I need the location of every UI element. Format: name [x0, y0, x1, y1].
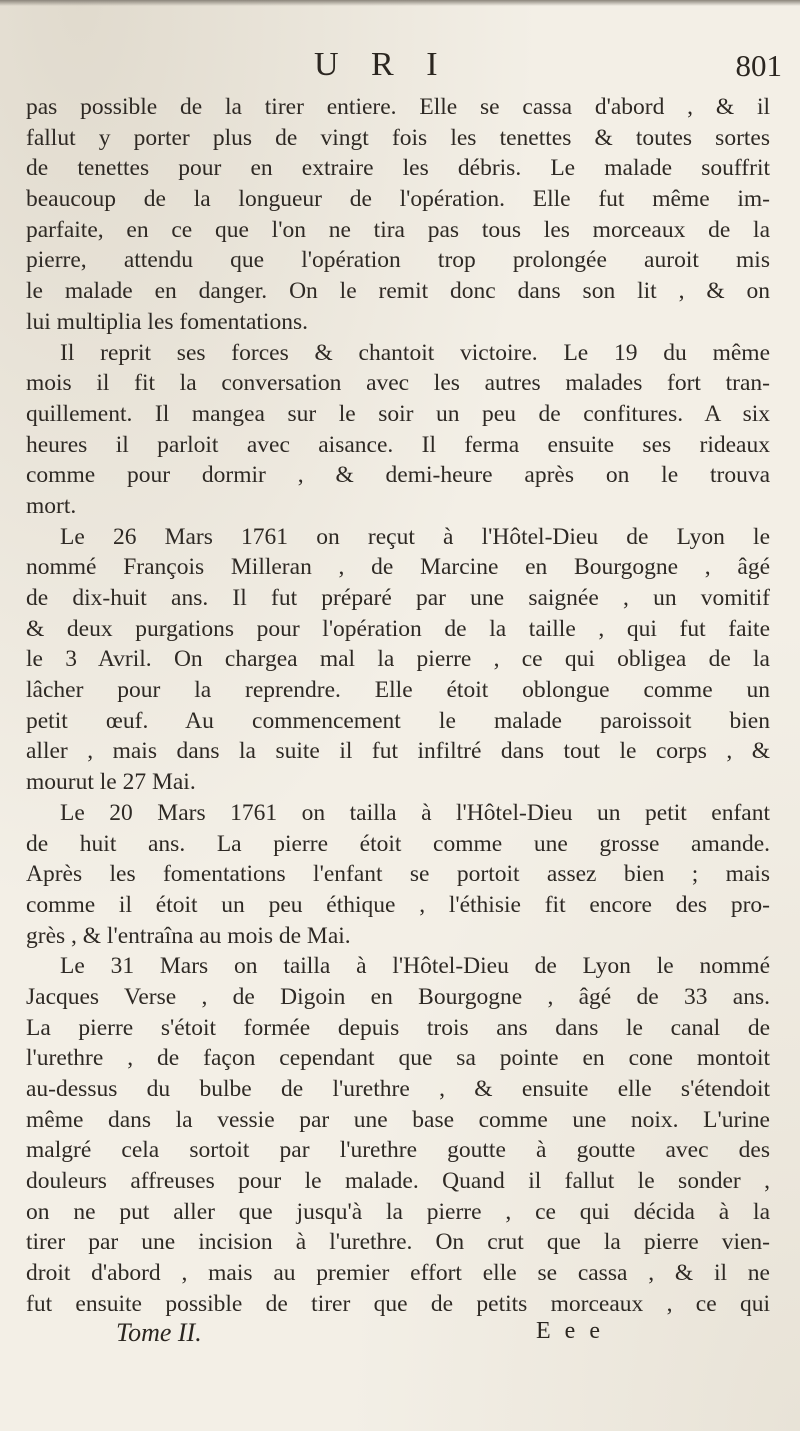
text-line: malgré cela sortoit par l'urethre goutte à goutte avec des [26, 1137, 770, 1164]
text-line: petit œuf. Au commencement le malade paroissoit bien [26, 707, 770, 734]
text-line: parfaite, en ce que l'on ne tira pas tous les morceaux de la [26, 216, 770, 243]
text-line: quillement. Il mangea sur le soir un peu de confitures. A six [26, 400, 770, 427]
text-line: grès , & l'entraîna au mois de Mai. [26, 922, 351, 949]
text-line: lui multiplia les fomentations. [26, 308, 308, 335]
text-line: Le 31 Mars on tailla à l'Hôtel-Dieu de Lyon le nommé [60, 953, 770, 980]
text-line: comme pour dormir , & demi-heure après on le trouva [26, 462, 770, 489]
text-line: La pierre s'étoit formée depuis trois ans dans le canal de [26, 1014, 770, 1041]
signature-mark: E e e [536, 1318, 604, 1344]
page-top-edge [0, 0, 800, 6]
text-line: fut ensuite possible de tirer que de petits morceaux , ce qui [26, 1290, 770, 1317]
running-head-title: U R I [314, 46, 450, 83]
text-line: au-dessus du bulbe de l'urethre , & ensuite elle s'étendoit [26, 1076, 770, 1102]
text-line: l'urethre , de façon cependant que sa pointe en cone montoit [26, 1045, 770, 1072]
text-line: de huit ans. La pierre étoit comme une grosse amande. [26, 830, 770, 857]
text-line: de tenettes pour en extraire les débris. Le malade souffrit [26, 155, 770, 182]
text-line: nommé François Milleran , de Marcine en Bourgogne , âgé [26, 554, 770, 581]
text-line: le malade en danger. On le remit donc dans son lit , & on [26, 278, 770, 305]
body-text [26, 92, 770, 1320]
text-line: mourut le 27 Mai. [26, 769, 196, 796]
text-line: droit d'abord , mais au premier effort elle se cassa , & il ne [26, 1260, 770, 1287]
text-line: de dix-huit ans. Il fut préparé par une saignée , un vomitif [26, 585, 770, 611]
text-line: fallut y porter plus de vingt fois les tenettes & toutes sortes [26, 124, 770, 151]
volume-label: Tome II. [116, 1318, 202, 1347]
text-line: beaucoup de la longueur de l'opération. Elle fut même im- [26, 186, 770, 213]
text-line: pierre, attendu que l'opération trop prolongée auroit mis [26, 247, 770, 274]
text-line: Jacques Verse , de Digoin en Bourgogne , âgé de 33 ans. [26, 983, 770, 1010]
text-line: Après les fomentations l'enfant se portoit assez bien ; mais [26, 861, 770, 888]
text-line: le 3 Avril. On chargea mal la pierre , ce qui obligea de la [26, 646, 770, 673]
text-line: douleurs affreuses pour le malade. Quand il fallut le sonder , [26, 1168, 770, 1195]
text-line: lâcher pour la reprendre. Elle étoit oblongue comme un [26, 677, 770, 704]
text-line: Il reprit ses forces & chantoit victoire. Le 19 du même [60, 339, 770, 366]
text-line: aller , mais dans la suite il fut infiltré dans tout le corps , & [26, 738, 770, 765]
text-line: tirer par une incision à l'urethre. On crut que la pierre vien- [26, 1229, 770, 1256]
running-head [0, 46, 800, 86]
text-line: & deux purgations pour l'opération de la taille , qui fut faite [26, 615, 770, 642]
page-number: 801 [735, 48, 782, 83]
text-line: mois il fit la conversation avec les autres malades fort tran- [26, 370, 770, 397]
page-footer [0, 1318, 800, 1358]
text-line: mort. [26, 492, 77, 519]
text-line: pas possible de la tirer entiere. Elle se cassa d'abord , & il [26, 94, 770, 120]
text-line: même dans la vessie par une base comme une noix. L'urine [26, 1106, 770, 1133]
text-line: Le 20 Mars 1761 on tailla à l'Hôtel-Dieu un petit enfant [60, 799, 770, 826]
text-line: heures il parloit avec aisance. Il ferma ensuite ses rideaux [26, 431, 770, 458]
text-line: comme il étoit un peu éthique , l'éthisie fit encore des pro- [26, 891, 770, 918]
text-line: Le 26 Mars 1761 on reçut à l'Hôtel-Dieu de Lyon le [60, 523, 770, 550]
text-line: on ne put aller que jusqu'à la pierre , ce qui décida à la [26, 1198, 770, 1225]
